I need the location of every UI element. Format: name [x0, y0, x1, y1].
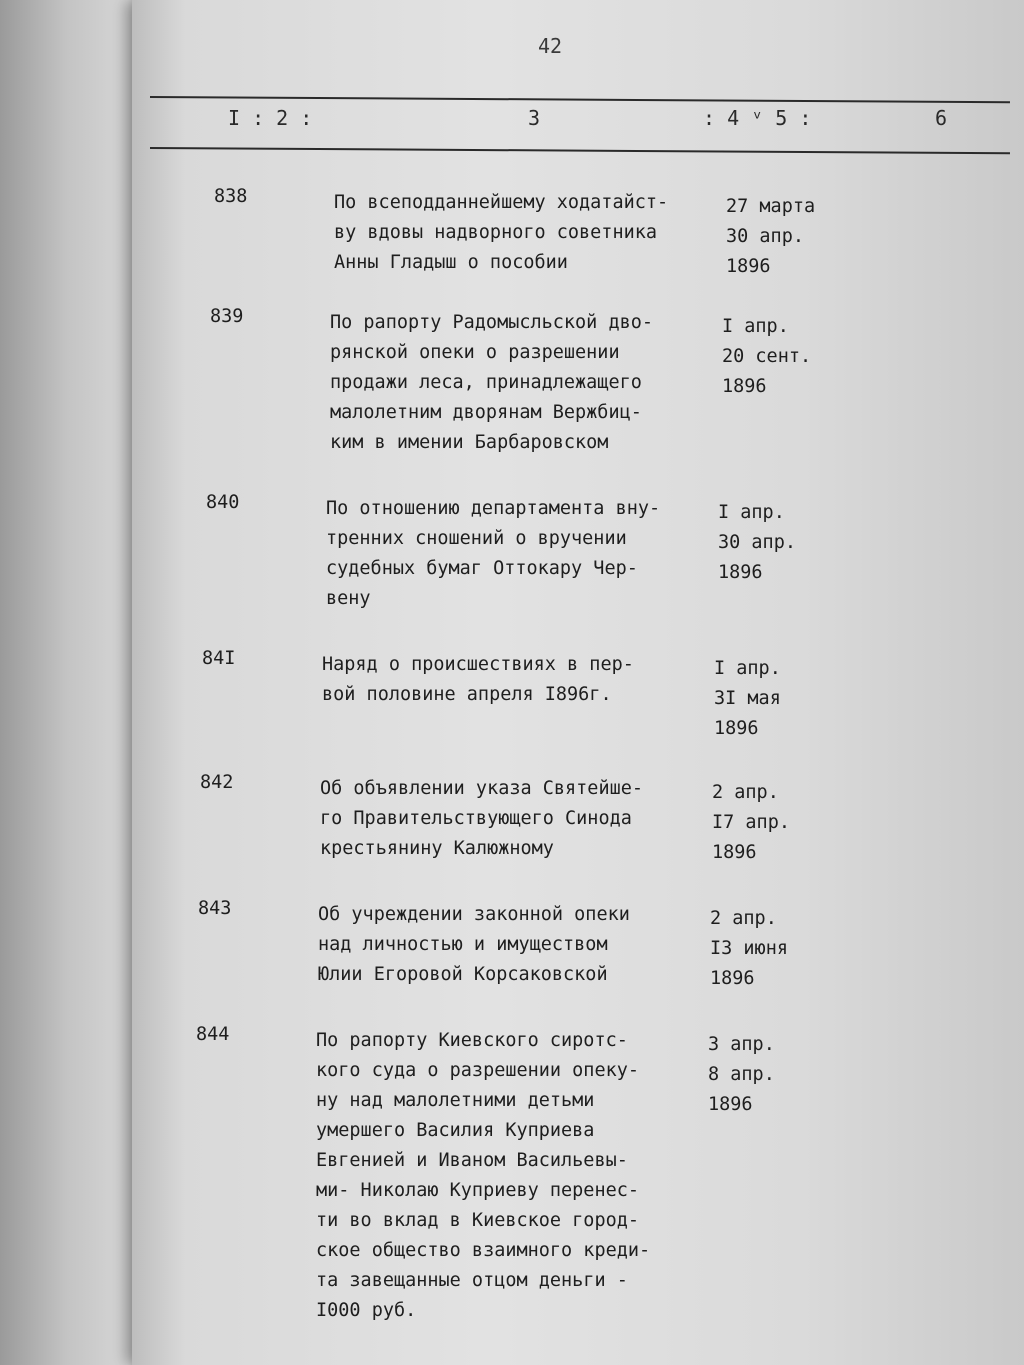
entry-number: 838 [214, 186, 248, 207]
entry-year: 1896 [712, 842, 757, 863]
entry-description-line: Евгенией и Иваном Васильевы- [316, 1150, 628, 1171]
entry-dates [726, 192, 866, 282]
entry-description-line: Об объявлении указа Святейше- [320, 778, 644, 799]
entry-number: 843 [198, 898, 232, 919]
entry-description-line: продажи леса, принадлежащего [330, 372, 642, 393]
entry-description-line: ми- Николаю Куприеву перенес- [316, 1180, 640, 1201]
entry-description-line: По рапорту Киевского сиротс- [316, 1030, 628, 1051]
entry-description-line: По рапорту Радомысльской дво- [330, 312, 654, 333]
entry-description-line: Анны Гладыш о пособии [334, 252, 568, 273]
adjacent-page-edge [0, 0, 150, 1365]
entry-year: 1896 [722, 376, 767, 397]
entry-description [320, 774, 705, 864]
entry-description-line: ву вдовы надворного советника [334, 222, 658, 243]
entry-dates [712, 778, 852, 868]
entry-description [334, 188, 719, 278]
entry-number: 844 [196, 1024, 230, 1045]
entry-end-date: 30 апр. [718, 532, 796, 553]
entry-start-date: 3 апр. [708, 1034, 775, 1055]
entry-end-date: 20 сент. [722, 346, 812, 367]
entry-number: 842 [200, 772, 234, 793]
entry-description [316, 1026, 701, 1326]
entry-dates [710, 904, 850, 994]
entry-dates [722, 312, 862, 402]
entry-year: 1896 [708, 1094, 753, 1115]
entry-description-line: умершего Василия Куприева [316, 1120, 595, 1141]
entry-description-line: тренних сношений о вручении [326, 528, 627, 549]
entry-start-date: 2 апр. [712, 782, 779, 803]
entry-description-line: По отношению департамента вну- [326, 498, 661, 519]
page-number: 42 [538, 34, 563, 58]
entry-description-line: вену [326, 588, 371, 609]
entry-start-date: 27 марта [726, 196, 816, 217]
entry-description-line: малолетним дворянам Вержбиц- [330, 402, 642, 423]
entry-year: 1896 [710, 968, 755, 989]
entry-start-date: I апр. [722, 316, 789, 337]
entry-end-date: I3 июня [710, 938, 788, 959]
entry-end-date: 3I мая [714, 688, 781, 709]
entry-description-line: Юлии Егоровой Корсаковской [318, 964, 608, 985]
entry-year: 1896 [726, 256, 771, 277]
entry-description-line: Об учреждении законной опеки [318, 904, 630, 925]
column-header-3: 3 [528, 106, 541, 130]
entry-description-line: ну над малолетними детьми [316, 1090, 595, 1111]
entry-start-date: I апр. [718, 502, 785, 523]
entry-description-line: ти во вклад в Киевское город- [316, 1210, 640, 1231]
entry-description-line: вой половине апреля I896г. [322, 684, 612, 705]
entry-number: 839 [210, 306, 244, 327]
column-header-6: 6 [935, 106, 948, 130]
entry-description-line: крестьянину Калюжному [320, 838, 554, 859]
entry-description [326, 494, 711, 614]
entry-description-line: над личностью и имуществом [318, 934, 608, 955]
entry-year: 1896 [714, 718, 759, 739]
entry-end-date: 30 апр. [726, 226, 804, 247]
entry-description-line: I000 руб. [316, 1300, 417, 1321]
entry-year: 1896 [718, 562, 763, 583]
entry-description [322, 650, 707, 710]
entry-description [330, 308, 715, 458]
entry-description-line: кого суда о разрешении опеку- [316, 1060, 640, 1081]
entry-dates [708, 1030, 848, 1120]
entry-dates [718, 498, 858, 588]
entry-end-date: I7 апр. [712, 812, 790, 833]
entry-start-date: 2 апр. [710, 908, 777, 929]
entry-description [318, 900, 703, 990]
entry-description-line: ким в имении Барбаровском [330, 432, 609, 453]
entry-description-line: рянской опеки о разрешении [330, 342, 620, 363]
entry-end-date: 8 апр. [708, 1064, 775, 1085]
column-header-1-2: I : 2 : [228, 106, 313, 130]
entry-description-line: го Правительствующего Синода [320, 808, 632, 829]
entry-dates [714, 654, 854, 744]
entry-start-date: I апр. [714, 658, 781, 679]
entry-description-line: судебных бумаг Оттокару Чер- [326, 558, 638, 579]
entry-description-line: По всеподданнейшему ходатайст- [334, 192, 669, 213]
entry-number: 840 [206, 492, 240, 513]
entry-description-line: ское общество взаимного креди- [316, 1240, 651, 1261]
entry-number: 84I [202, 648, 236, 669]
column-header-4-5: : 4 ᵛ 5 : [703, 106, 812, 130]
entry-description-line: та завещанные отцом деньги - [316, 1270, 628, 1291]
entry-description-line: Наряд о происшествиях в пер- [322, 654, 634, 675]
